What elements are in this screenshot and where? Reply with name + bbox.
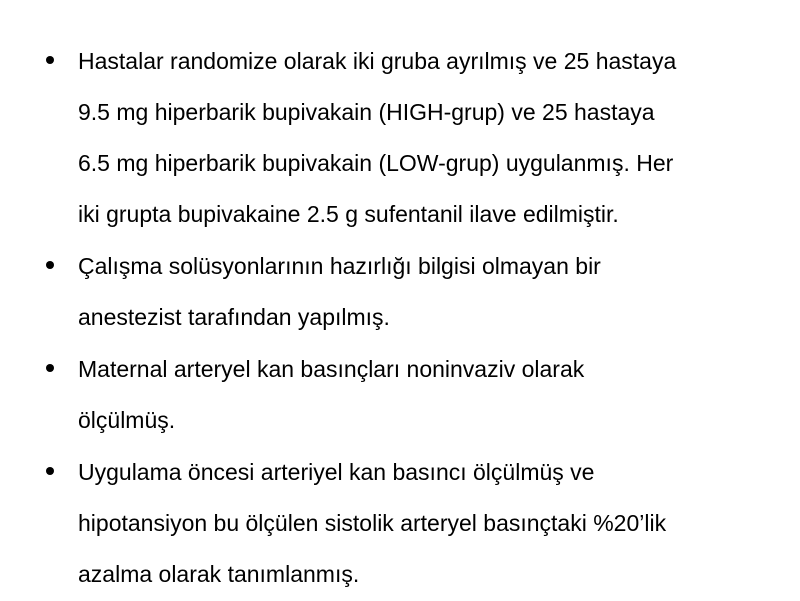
bullet-text-line: iki grupta bupivakaine 2.5 g sufentanil ilave edilmiştir.: [78, 201, 619, 227]
bullet-text-line: azalma olarak tanımlanmış.: [78, 561, 360, 587]
bullet-text-line: Maternal arteryel kan basınçları noninvaziv olarak: [78, 356, 585, 382]
bullet-text-line: hipotansiyon bu ölçülen sistolik arteryel basınçtaki %20’lik: [78, 510, 667, 536]
bullet-dot-icon: [46, 467, 54, 475]
bullet-item: [0, 241, 800, 343]
bullet-dot-icon: [46, 261, 54, 269]
bullet-list: [0, 36, 800, 601]
bullet-dot-icon: [46, 56, 54, 64]
bullet-text-line: 9.5 mg hiperbarik bupivakain (HIGH-grup) ve 25 hastaya: [78, 99, 655, 125]
bullet-text-line: ölçülmüş.: [78, 407, 176, 433]
bullet-item: [0, 344, 800, 446]
bullet-text-line: 6.5 mg hiperbarik bupivakain (LOW-grup) uygulanmış. Her: [78, 150, 674, 176]
bullet-item: [0, 447, 800, 600]
bullet-text-line: anestezist tarafından yapılmış.: [78, 304, 390, 330]
bullet-dot-icon: [46, 364, 54, 372]
bullet-text-line: Uygulama öncesi arteriyel kan basıncı ölçülmüş ve: [78, 459, 595, 485]
bullet-text-line: Çalışma solüsyonlarının hazırlığı bilgisi olmayan bir: [78, 253, 601, 279]
bullet-item: [0, 36, 800, 240]
bullet-text-line: Hastalar randomize olarak iki gruba ayrılmış ve 25 hastaya: [78, 48, 677, 74]
